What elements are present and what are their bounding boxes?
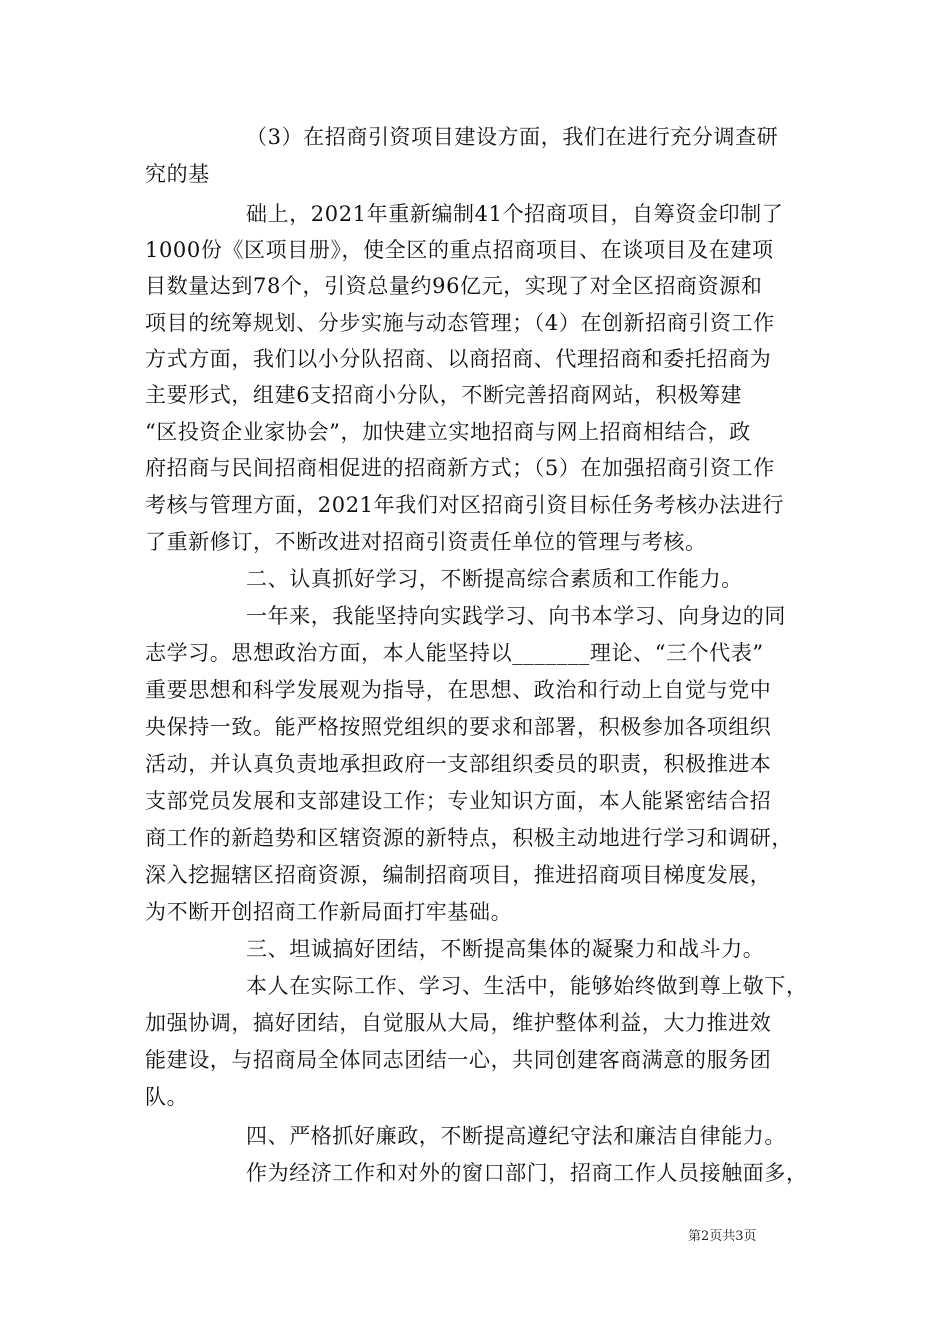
text-line: 主要形式，组建6支招商小分队，不断完善招商网站，积极筹建 xyxy=(145,383,743,407)
text-line: 重要思想和科学发展观为指导，在思想、政治和行动上自觉与党中 xyxy=(145,678,772,702)
text-line: （3）在招商引资项目建设方面，我们在进行充分调查研 xyxy=(246,125,779,149)
text-line: 为不断开创招商工作新局面打牢基础。 xyxy=(145,900,513,924)
section-heading: 二、认真抓好学习，不断提高综合素质和工作能力。 xyxy=(246,567,743,591)
text-line: 目数量达到78个，引资总量约96亿元，实现了对全区招商资源和 xyxy=(145,274,763,298)
page-number-footer: 第2页共3页 xyxy=(688,1229,757,1244)
text-line: 能建设，与招商局全体同志团结一心，共同创建客商满意的服务团 xyxy=(145,1048,772,1072)
text-line: “区投资企业家协会”，加快建立实地招商与网上招商相结合，政 xyxy=(145,420,751,444)
text-line: 考核与管理方面，2021年我们对区招商引资目标任务考核办法进行 xyxy=(145,493,785,517)
text-line: 深入挖掘辖区招商资源，编制招商项目，推进招商项目梯度发展， xyxy=(145,863,772,887)
text-line: 方式方面，我们以小分队招商、以商招商、代理招商和委托招商为 xyxy=(145,347,772,371)
text-line: 支部党员发展和支部建设工作；专业知识方面，本人能紧密结合招 xyxy=(145,789,772,813)
text-line: 项目的统筹规划、分步实施与动态管理；（4）在创新招商引资工作 xyxy=(145,311,775,335)
text-line: 队。 xyxy=(145,1085,189,1109)
text-line: 了重新修订，不断改进对招商引资责任单位的管理与考核。 xyxy=(145,530,707,554)
text-line: 一年来，我能坚持向实践学习、向书本学习、向身边的同 xyxy=(246,604,786,628)
text-line: 商工作的新趋势和区辖资源的新特点，积极主动地进行学习和调研， xyxy=(145,826,793,850)
text-line: 本人在实际工作、学习、生活中，能够始终做到尊上敬下， xyxy=(246,974,808,998)
text-line: 究的基 xyxy=(145,162,210,186)
text-line: 志学习。思想政治方面，本人能坚持以_______理论、“三个代表” xyxy=(145,641,764,665)
text-line: 加强协调，搞好团结，自觉服从大局，维护整体利益，大力推进效 xyxy=(145,1011,772,1035)
section-heading: 三、坦诚搞好团结，不断提高集体的凝聚力和战斗力。 xyxy=(246,937,765,961)
section-heading: 四、严格抓好廉政，不断提高遵纪守法和廉洁自律能力。 xyxy=(246,1124,786,1148)
text-line: 1000份《区项目册》，使全区的重点招商项目、在谈项目及在建项 xyxy=(145,238,774,262)
text-line: 活动，并认真负责地承担政府一支部组织委员的职责，积极推进本 xyxy=(145,752,772,776)
text-line: 作为经济工作和对外的窗口部门，招商工作人员接触面多， xyxy=(246,1161,808,1185)
text-line: 央保持一致。能严格按照党组织的要求和部署，积极参加各项组织 xyxy=(145,715,772,739)
text-line: 础上，2021年重新编制41个招商项目，自筹资金印制了 xyxy=(246,202,784,226)
text-line: 府招商与民间招商相促进的招商新方式；（5）在加强招商引资工作 xyxy=(145,456,775,480)
